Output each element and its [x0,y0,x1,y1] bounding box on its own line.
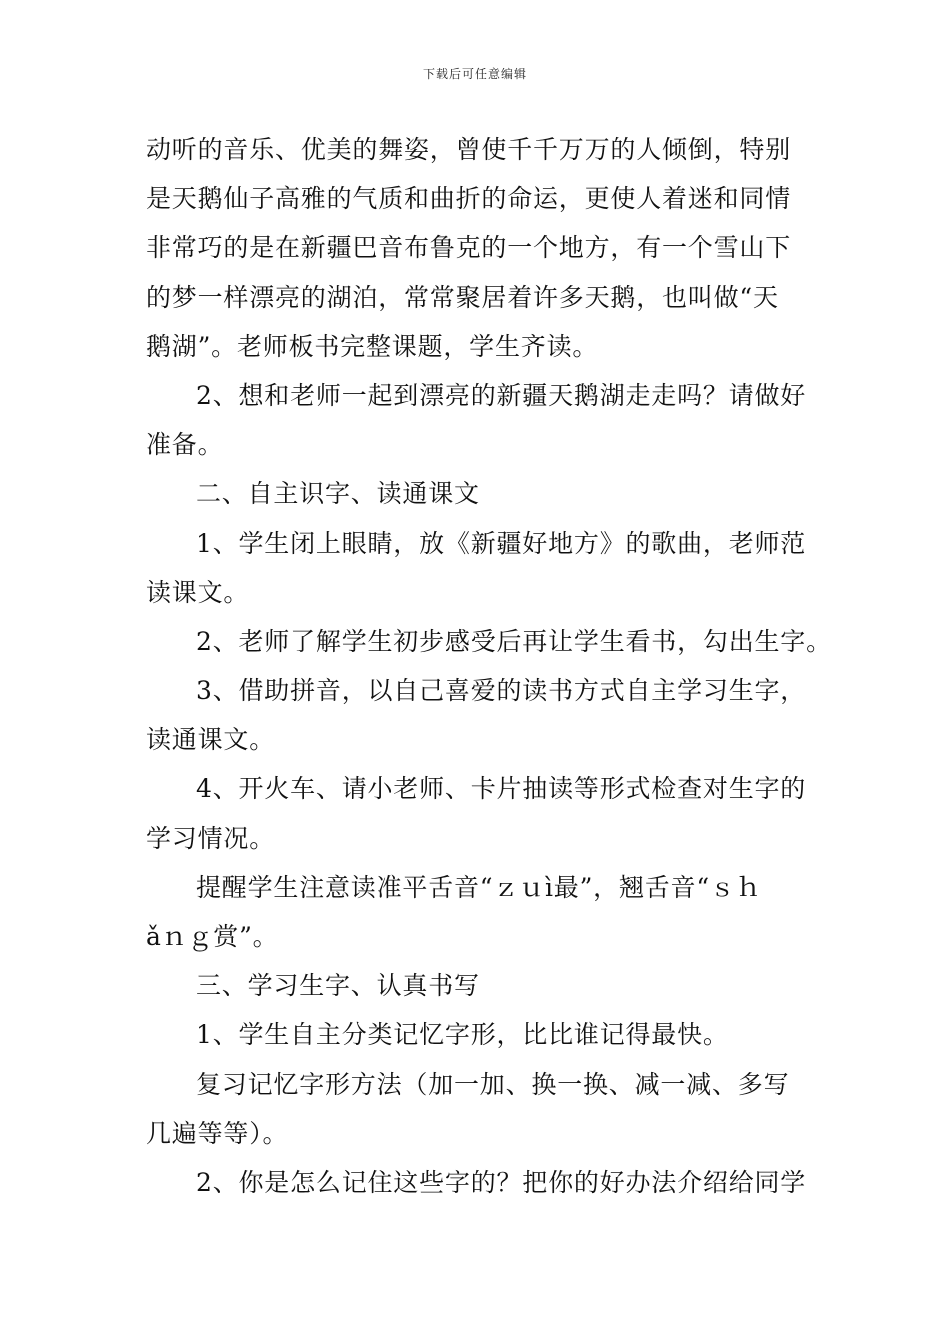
text-line: 非常巧的是在新疆巴音布鲁克的一个地方，有一个雪山下 [146,233,792,263]
text-line: 3、借助拼音，以自己喜爱的读书方式自主学习生字， [196,676,807,706]
text-line: 二、自主识字、读通课文 [196,479,480,509]
text-line: ǎｎｇ赏”。 [146,922,279,951]
text-line: 2、你是怎么记住这些字的？把你的好办法介绍给同学 [196,1167,807,1197]
text-line: 的梦一样漂亮的湖泊，常常聚居着许多天鹅，也叫做“天 [146,282,779,312]
text-line: 是天鹅仙子高雅的气质和曲折的命运，更使人着迷和同情 [146,184,792,214]
text-line: 鹅湖”。老师板书完整课题，学生齐读。 [146,331,599,361]
text-line: 1、学生闭上眼睛，放《新疆好地方》的歌曲，老师范 [196,528,807,558]
page-header: 下载后可任意编辑 [422,67,527,81]
text-line: 准备。 [146,430,224,460]
text-line: 几遍等等）。 [146,1118,289,1148]
text-line: 读课文。 [146,577,250,607]
text-line: 2、老师了解学生初步感受后再让学生看书，勾出生字。 [196,626,832,656]
text-line: 复习记忆字形方法（加一加、换一换、减一减、多写 [196,1069,790,1099]
text-line: 动听的音乐、优美的舞姿，曾使千千万万的人倾倒，特别 [146,135,792,164]
text-line: 学习情况。 [146,823,276,853]
text-line: 4、开火车、请小老师、卡片抽读等形式检查对生字的 [196,774,807,804]
text-line: 提醒学生注意读准平舌音“ｚｕì最”，翘舌音“ｓｈ [196,872,762,902]
text-line: 读通课文。 [146,725,276,755]
text-line: 1、学生自主分类记忆字形，比比谁记得最快。 [196,1020,729,1050]
text-line: 2、想和老师一起到漂亮的新疆天鹅湖走走吗？请做好 [196,380,807,410]
document-body [146,125,832,1207]
text-line: 三、学习生字、认真书写 [196,971,480,1001]
